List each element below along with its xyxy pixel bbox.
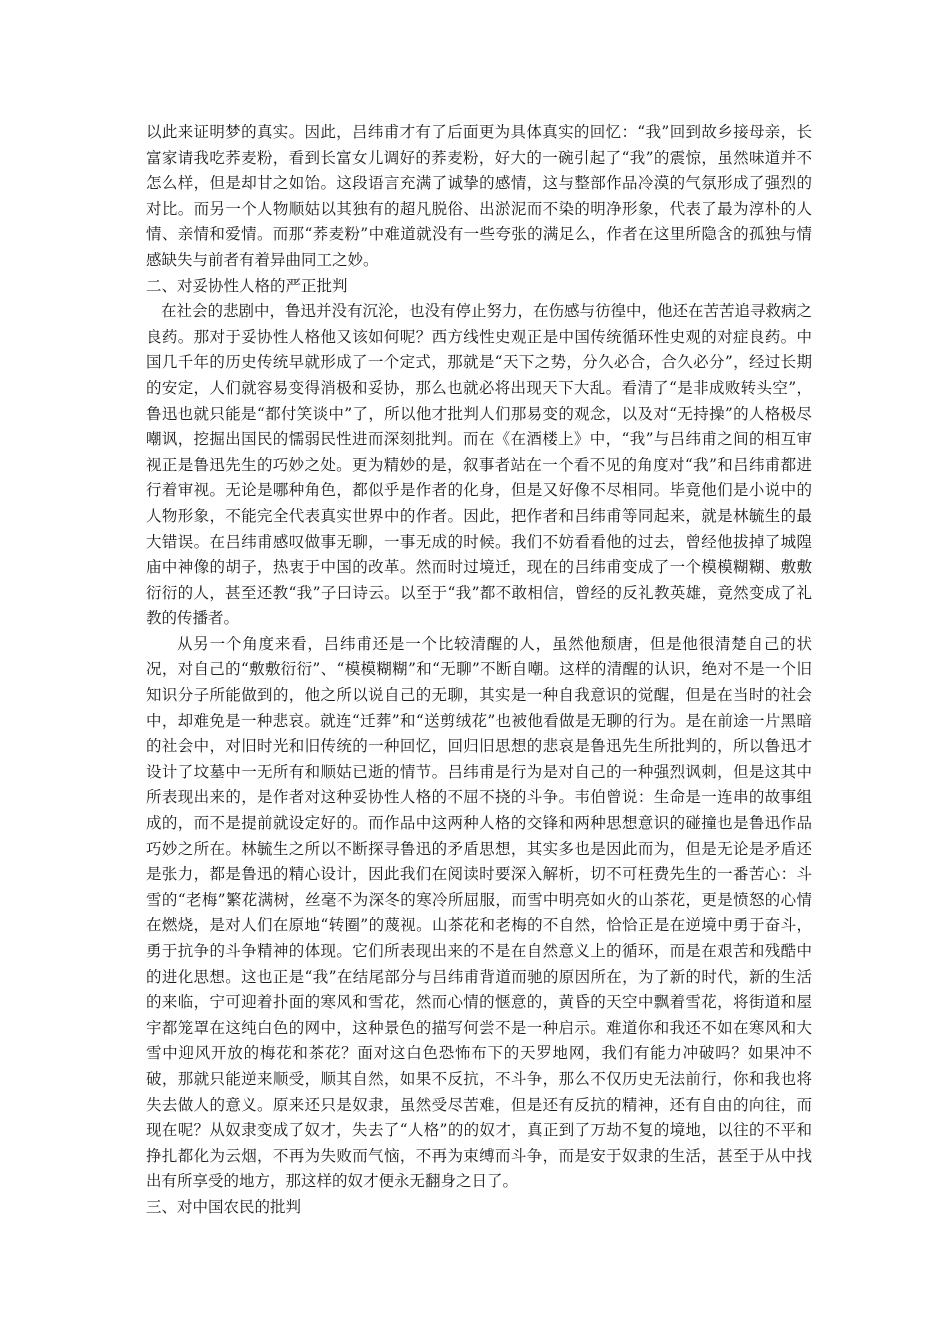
section-heading-2: 二、对妥协性人格的严正批判 (146, 276, 348, 295)
paragraph-2: 在社会的悲剧中，鲁迅并没有沉沦，也没有停止努力，在伤感与彷徨中，他还在苦苦追寻救病之良药。那对于妥协性人格他又该如何呢？西方线性史观正是中国传统循环性史观的对症良药。中国几千年的历史传统早就形成了一个定式，那就是“天下之势，分久必合，合久必分”，经过长期的安定，人们就容易变得消极和妥协，那么也就必将出现天下大乱。看清了“是非成败转头空”，鲁迅也就只能是“都付笑谈中”了，所以他才批判人们那易变的观念，以及对“无持操”的人格极尽嘲讽，挖掘出国民的懦弱民性进而深刻批判。而在《在酒楼上》中，“我”与吕纬甫之间的相互审视正是鲁迅先生的巧妙之处。更为精妙的是，叙事者站在一个看不见的角度对“我”和吕纬甫都进行着审视。无论是哪种角色，都似乎是作者的化身，但是又好像不尽相同。毕竟他们是小说中的人物形象，不能完全代表真实世界中的作者。因此，把作者和吕纬甫等同起来，就是林毓生的最大错误。在吕纬甫感叹做事无聊，一事无成的时候。我们不妨看看他的过去，曾经他拔掉了城隍庙中神像的胡子，热衷于中国的改革。然而时过境迁，现在的吕纬甫变成了一个模模糊糊、敷敷衍衍的人，甚至还教“我”子曰诗云。以至于“我”都不敢相信，曾经的反礼教英雄，竟然变成了礼教的传播者。 (146, 302, 813, 628)
document-body (146, 120, 812, 1221)
paragraph-1: 以此来证明梦的真实。因此，吕纬甫才有了后面更为具体真实的回忆：“我”回到故乡接母亲，长富家请我吃荞麦粉，看到长富女儿调好的荞麦粉，好大的一碗引起了“我”的震惊，虽然味道并不怎么样，但是却甘之如饴。这段语言充满了诚挚的感情，这与整部作品冷漠的气氛形成了强烈的对比。而另一个人物顺姑以其独有的超凡脱俗、出淤泥而不染的明净形象，代表了最为淳朴的人情、亲情和爱情。而那“荞麦粉”中难道就没有一些夸张的满足么，作者在这里所隐含的孤独与情感缺失与前者有着异曲同工之妙。 (146, 123, 812, 269)
section-heading-3: 三、对中国农民的批判 (146, 1197, 302, 1216)
paragraph-3: 从另一个角度来看，吕纬甫还是一个比较清醒的人，虽然他颓唐，但是他很清楚自己的状况，对自己的“敷敷衍衍”、“模模糊糊”和“无聊”不断自嘲。这样的清醒的认识，绝对不是一个旧知识分子所能做到的，他之所以说自己的无聊，其实是一种自我意识的觉醒，但是在当时的社会中，却难免是一种悲哀。就连“迁葬”和“送剪绒花”也被他看做是无聊的行为。是在前途一片黑暗的社会中，对旧时光和旧传统的一种回忆，回归旧思想的悲哀是鲁迅先生所批判的，所以鲁迅才设计了坟墓中一无所有和顺姑已逝的情节。吕纬甫是行为是对自己的一种强烈讽刺，但是这其中所表现出来的，是作者对这种妥协性人格的不屈不挠的斗争。韦伯曾说：生命是一连串的故事组成的，而不是提前就设定好的。而作品中这两种人格的交锋和两种思想意识的碰撞也是鲁迅作品巧妙之所在。林毓生之所以不断探寻鲁迅的矛盾思想，其实多也是因此而为，但是无论是矛盾还是张力，都是鲁迅的精心设计，因此我们在阅读时要深入解析，切不可枉费先生的一番苦心：斗雪的“老梅”繁花满树，丝毫不为深冬的寒冷所屈服，而雪中明亮如火的山茶花，更是愤怒的心情在燃烧，是对人们在原地“转圈”的蔑视。山茶花和老梅的不自然，恰恰正是在逆境中勇于奋斗，勇于抗争的斗争精神的体现。它们所表现出来的不是在自然意义上的循环，而是在艰苦和残酷中的进化思想。这也正是“我”在结尾部分与吕纬甫背道而驰的原因所在，为了新的时代，新的生活的来临，宁可迎着扑面的寒风和雪花，然而心情的惬意的，黄昏的天空中飘着雪花，将街道和屋宇都笼罩在这纯白色的网中，这种景色的描写何尝不是一种启示。难道你和我还不如在寒风和大雪中迎风开放的梅花和茶花？面对这白色恐怖布下的天罗地网，我们有能力冲破吗？如果冲不破，那就只能逆来顺受，顺其自然，如果不反抗，不斗争，那么不仅历史无法前行，你和我也将失去做人的意义。原来还只是奴隶，虽然受尽苦难，但是还有反抗的精神，还有自由的向往，而现在呢？从奴隶变成了奴才，失去了“人格”的的奴才，真正到了万劫不复的境地，以往的不平和挣扎都化为云烟，不再为失败而气恼，不再为束缚而斗争，而是安于奴隶的生活，甚至于从中找出有所享受的地方，那这样的奴才便永无翻身之日了。 (146, 634, 812, 1191)
